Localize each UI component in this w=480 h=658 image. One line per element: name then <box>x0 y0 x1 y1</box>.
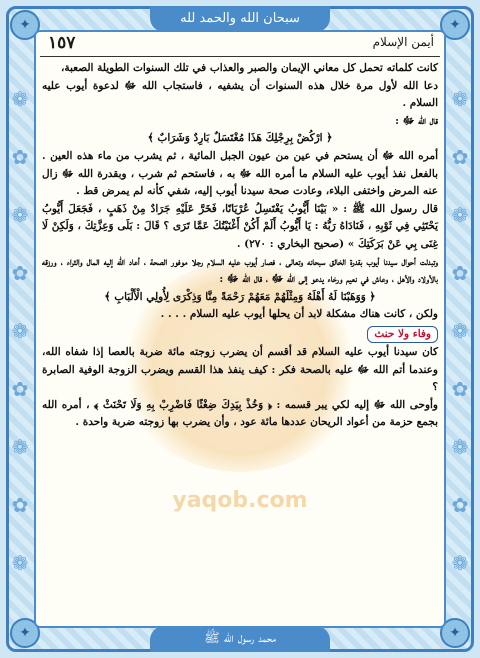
quran-verse: ﴿ ارْكُضْ بِرِجْلِكَ هَذَا مُغْتَسَلٌ بَارِدٌ وَشَرَابٌ ﴾ <box>147 132 333 145</box>
paragraph: كان سيدنا أيوب عليه السلام قد أقسم أن يضرب زوجته مائة ضربة بالعصا إذا شفاه الله، وعندما أتم الله ﷻ عليه بالصحة فكر : كيف ينفذ هذا القسم ويضرب الزوجة الوفية الصابرة ؟ <box>42 345 438 394</box>
paragraph: كانت كلماته تحمل كل معاني الإيمان والصبر والعذاب في تلك السنوات الطويلة الصعبة، <box>60 62 438 74</box>
side-ornament-icon: ❁ ✿ ❁ ✿ ❁ ✿ ❁ ✿ ❁ <box>11 87 29 575</box>
page-number: ١٥٧ <box>48 33 76 53</box>
corner-ornament-icon: ✦ <box>440 618 470 648</box>
quran-verse: ﴿ وَوَهَبْنَا لَهُ أَهْلَهُ وَمِثْلَهُمْ مَعَهُمْ رَحْمَةً مِنَّا وَذِكْرَى لِأُولِي الْأَلْبَابِ ﴾ <box>104 290 376 303</box>
page-body <box>42 60 438 620</box>
header-divider <box>40 56 440 57</box>
hadith-paragraph: قال رسول الله ﷺ : « بَيْنَا أَيُّوبُ يَغْتَسِلُ عُرْيَانًا، فَخَرَّ عَلَيْهِ جَرَادٌ مِنْ ذَهَبٍ ، فَجَعَلَ أَيُّوبُ يَحْتَثِي فِي ثَوْبِهِ ، فَنَادَاهُ رَبُّهُ : يَا أَيُّوبُ أَلَمْ أَكُنْ أَغْنَيْتُكَ عَمَّا تَرَى ؟ قَالَ : بَلَى وَعِزَّتِكَ ، وَلَكِنْ لَا غِنَى بِي عَنْ بَرَكَتِكَ » (صحيح البخاري : ٢٧٠) . <box>42 202 438 250</box>
watermark-text: yaqob.com <box>172 488 308 513</box>
page-header <box>40 33 440 55</box>
corner-ornament-icon: ✦ <box>10 618 40 648</box>
paragraph: وتبدلت أحوال سيدنا أيوب بقدرة الخالق سبحانه وتعالى ، فصار أيوب عليه السلام رجلا موفور الصحة ، أعاد الله إليه المال والثراء ، ورزقه بالأولاد والأهل ، وعاش في نعيم ورخاء يدعو إلى الله ﷻ ، قال الله ﷻ : <box>42 255 438 286</box>
book-title: أيمن الإسلام <box>372 35 434 49</box>
paragraph: أمره الله ﷻ أن يستحم في عين من عيون الجبل المائية ، ثم يشرب من ماء هذه العين . بالفعل نفذ أيوب عليه السلام ما أمره الله ﷻ به ، فاستحم ثم شرب ، وبقدرة الله ﷻ زال عنه المرض واختفى البلاء، وعادت صحة سيدنا أيوب إليه، شفي كأنه لم يمرض قط . <box>42 149 438 198</box>
paragraph: قال الله ﷻ : <box>395 114 438 127</box>
paragraph: ولكن ، كانت هناك مشكلة لابد أن يحلها أيوب عليه السلام . . . . <box>160 308 438 321</box>
section-heading: وفاء ولا حنث <box>367 326 438 343</box>
paragraph: وأوحى الله ﷻ إليه لكي يبر قسمه : ﴿ وَخُذْ بِيَدِكَ ضِغْثًا فَاضْرِبْ بِهِ وَلَا تَحْنَثْ ﴾ ، أمره الله بجمع حزمة من أعواد الريحان عددها مائة عود ، وأن يضرب بها زوجته ضربة واحدة . <box>42 398 438 429</box>
corner-ornament-icon: ✦ <box>440 10 470 40</box>
top-calligraphy-banner: سبحان الله والحمد لله <box>150 6 330 32</box>
paragraph: دعا الله لأول مرة خلال هذه السنوات أن يشفيه ، فاستجاب الله ﷻ لدعوة أيوب عليه السلام . <box>42 79 438 110</box>
side-ornament-icon: ❁ ✿ ❁ ✿ ❁ ✿ ❁ ✿ ❁ <box>451 87 469 575</box>
bottom-calligraphy-banner: محمد رسول الله ﷺ <box>150 626 330 652</box>
corner-ornament-icon: ✦ <box>10 10 40 40</box>
